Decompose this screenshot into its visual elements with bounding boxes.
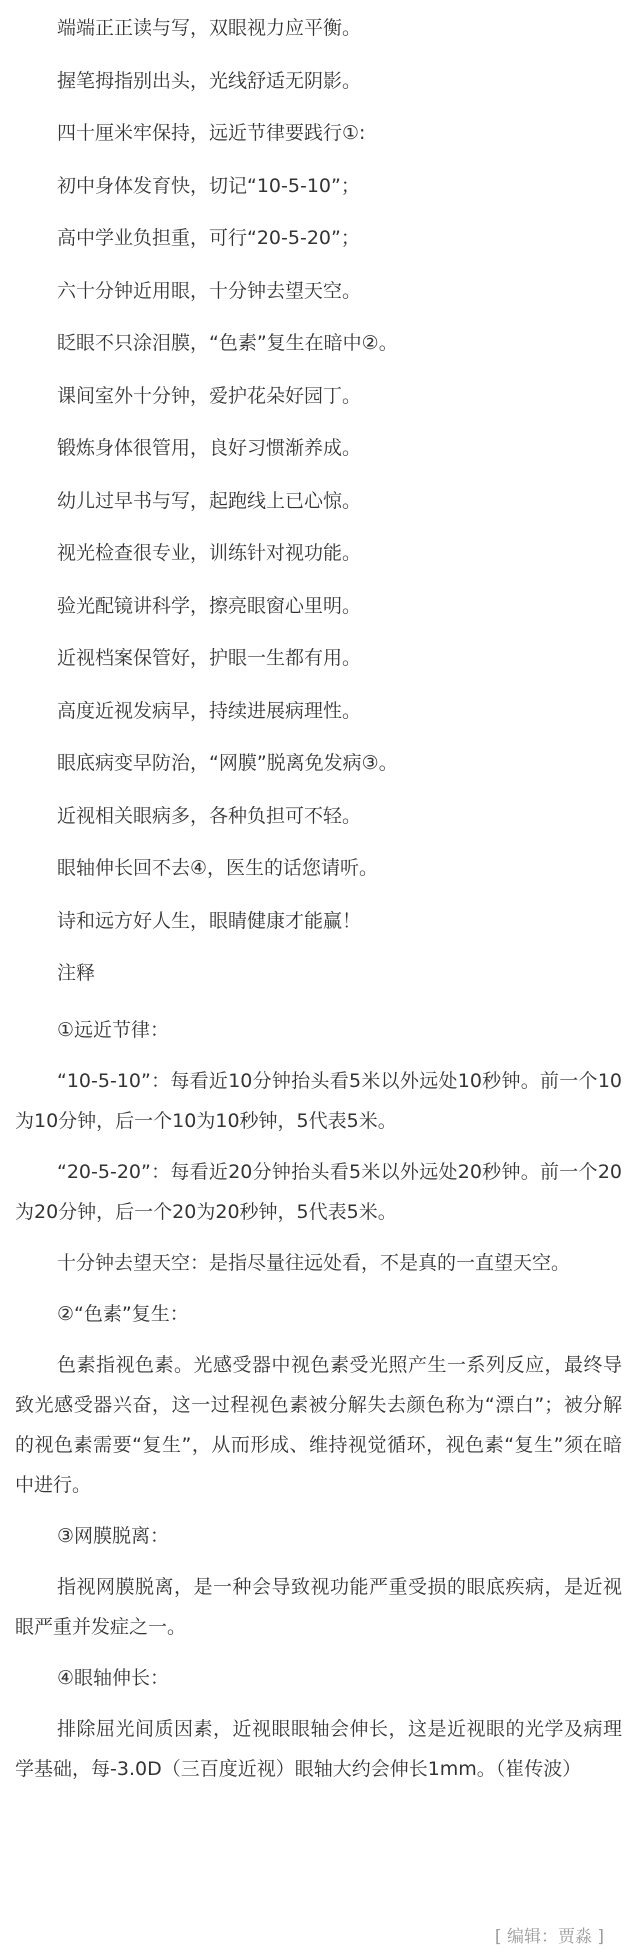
note-title: ④眼轴伸长： (57, 1666, 170, 1689)
poem-line: 高度近视发病早，持续进展病理性。 (57, 699, 362, 722)
note-paragraph: 十分钟去望天空：是指尽量往远处看，不是真的一直望天空。 (57, 1251, 571, 1274)
editor-credit: [ 编辑：贾淼 ] (494, 1927, 604, 1947)
poem-line: 眨眼不只涂泪膜，“色素”复生在暗中②。 (57, 332, 398, 354)
poem-line: 初中身体发育快，切记“10-5-10”； (57, 174, 360, 197)
poem-line: 验光配镜讲科学，擦亮眼窗心里明。 (57, 594, 362, 617)
poem-line: 眼轴伸长回不去④，医生的话您请听。 (57, 857, 379, 879)
note-paragraph: “10-5-10”：每看近10分钟抬头看5米以外远处10秒钟。前一个10为10分钟，后一个10为10秒钟，5代表5米。 (15, 1069, 622, 1132)
poem-line: 眼底病变早防治，“网膜”脱离免发病③。 (57, 752, 398, 774)
poem-line: 诗和远方好人生，眼睛健康才能赢！ (57, 909, 362, 932)
poem-line: 六十分钟近用眼，十分钟去望天空。 (57, 279, 362, 302)
poem-line: 近视相关眼病多，各种负担可不轻。 (57, 804, 362, 827)
poem-line: 端端正正读与写，双眼视力应平衡。 (57, 17, 362, 39)
note-paragraph: “20-5-20”：每看近20分钟抬头看5米以外远处20秒钟。前一个20为20分钟，后一个20为20秒钟，5代表5米。 (15, 1160, 622, 1223)
note-paragraph: 指视网膜脱离，是一种会导致视功能严重受损的眼底疾病，是近视眼严重并发症之一。 (15, 1575, 622, 1638)
note-title: ③网膜脱离： (57, 1524, 170, 1547)
poem-line: 近视档案保管好，护眼一生都有用。 (57, 647, 362, 669)
poem-line: 高中学业负担重，可行“20-5-20”； (57, 227, 360, 249)
note-title: ①远近节律： (57, 1018, 170, 1041)
poem-line: 视光检查很专业，训练针对视功能。 (57, 542, 362, 564)
poem-line: 课间室外十分钟，爱护花朵好园丁。 (57, 384, 362, 407)
poem-line: 握笔拇指别出头，光线舒适无阴影。 (57, 69, 362, 92)
note-paragraph: 色素指视色素。光感受器中视色素受光照产生一系列反应，最终导致光感受器兴奋，这一过程视色素被分解失去颜色称为“漂白”；被分解的视色素需要“复生”，从而形成、维持视觉循环，视色素“复生”须在暗中进行。 (15, 1353, 622, 1496)
poem-line: 幼儿过早书与写，起跑线上已心惊。 (57, 489, 362, 512)
poem-line: 四十厘米牢保持，远近节律要践行①: (57, 122, 366, 144)
note-title: ②“色素”复生： (57, 1302, 189, 1325)
notes-heading: 注释 (57, 962, 96, 984)
poem-line: 锻炼身体很管用，良好习惯渐养成。 (57, 437, 362, 459)
note-paragraph: 排除屈光间质因素，近视眼眼轴会伸长，这是近视眼的光学及病理学基础，每-3.0D（三百度近视）眼轴大约会伸长1mm。（崔传波） (15, 1717, 622, 1780)
